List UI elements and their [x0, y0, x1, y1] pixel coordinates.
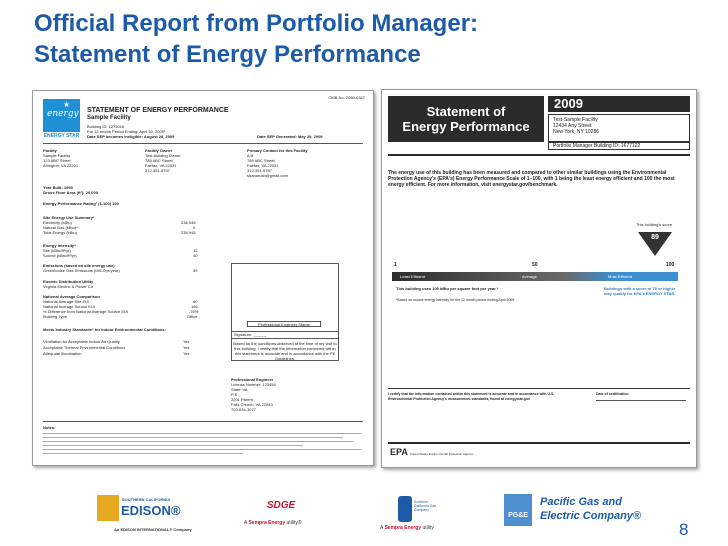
owner-line: 312-351-5787	[145, 168, 170, 173]
comparison-label: % Difference from National Average Source EUI	[43, 309, 129, 314]
star-icon: ★	[63, 100, 71, 109]
sdge-logo-text: SDGE	[266, 500, 296, 511]
pe-line: Falls Church, VA 22043	[231, 402, 273, 407]
score-value: 89	[651, 234, 659, 241]
sce-logo-mark	[97, 495, 119, 521]
qualify-note: Buildings with a score of 75 or higher may qualify for EPA's ENERGY STAR.	[604, 286, 676, 296]
scale-least-label: Least Efficient	[400, 274, 426, 279]
certification-text: I certify that the information contained within this statement is accurate and in accordance with U.S. Environmental Protection Agency's measurement standards, found at energystar.gov	[388, 392, 555, 401]
sce-tagline: An EDISON INTERNATIONAL® Company	[114, 527, 192, 532]
energy-star-script: energy	[47, 109, 79, 119]
usage-footnote: *Based on source energy intensity for the 12 month period ending April 2009	[396, 298, 515, 302]
pge-name-line-2: Electric Company®	[540, 510, 642, 522]
slide-title-line-2: Statement of Energy Performance	[34, 41, 421, 68]
notes-label: Notes:	[43, 425, 56, 430]
site-energy-label: Natural Gas (kBtu)⁴	[43, 225, 78, 230]
site-energy-label: Electricity (kBtu)	[43, 220, 72, 225]
sep-generated-date: Date SEP Generated: May 29, 2009	[257, 134, 323, 139]
owner-line: Fairfax, VA 22031	[145, 163, 177, 168]
address-line: Test-Sample Facility	[553, 117, 598, 123]
ieq-value: Yes	[183, 339, 190, 344]
owner-line: 789 ABC Street	[145, 158, 173, 163]
building-id: Building ID: 1275018	[87, 124, 125, 129]
socalgas-parent: Sempra Energy	[384, 525, 422, 531]
doc-heading: STATEMENT OF ENERGY PERFORMANCE	[87, 107, 229, 114]
scale-tick: 1	[394, 262, 397, 268]
score-label: This building's score	[635, 222, 673, 227]
intensity-title: Energy Intensity⁵	[43, 243, 76, 248]
socalgas-suffix: utility	[422, 525, 434, 531]
owner-line: Test Building Owner	[145, 153, 181, 158]
comparison-label: National Average Site EUI	[43, 299, 90, 304]
notes-line	[43, 441, 353, 442]
statement-header-block	[388, 96, 544, 142]
date-line	[596, 400, 686, 401]
epa-logo-text: EPA	[390, 447, 408, 457]
comparison-value: 166	[191, 304, 198, 309]
intensity-label: Source (kBtu/ft²/yr)	[43, 253, 77, 258]
pe-statement: Based on the conditions observed at the time of my visit to this building, I certify that the information contained within this statement is accurate and in accordance with the PE Guidelines.	[233, 341, 337, 361]
contact-line: 789 ABC Street	[247, 158, 275, 163]
sdge-tagline	[244, 520, 302, 526]
socalgas-logo-mark	[398, 496, 412, 522]
notes-line	[43, 449, 361, 450]
pe-line: 2201 Parent	[231, 397, 253, 402]
comparison-title: National Average Comparison	[43, 294, 100, 299]
notes-line	[43, 453, 243, 454]
facility-line: Arlington, VA 22201	[43, 163, 79, 168]
site-energy-value: 0	[193, 225, 196, 230]
statement-document-left	[32, 90, 374, 466]
energy-rating: Energy Performance Rating² (1-100) 100	[43, 201, 119, 206]
notes-line	[43, 433, 361, 434]
scale-tick: 100	[666, 262, 675, 268]
scale-tick: 50	[532, 262, 538, 268]
facility-line: 123 ABC Street	[43, 158, 71, 163]
comparison-value: -76%	[189, 309, 199, 314]
divider	[388, 442, 690, 444]
contact-email: shanarush@gmail.com	[247, 173, 288, 178]
address-line: 12434 Any Street	[553, 123, 592, 129]
owner-label: Facility Owner	[145, 148, 173, 153]
comparison-label: Building Type	[43, 314, 67, 319]
slide-title	[34, 8, 694, 70]
pe-title: Professional Engineer	[231, 377, 274, 382]
facility-address	[548, 114, 690, 142]
socalgas-tagline	[380, 525, 434, 531]
contact-label: Primary Contact for this Facility	[247, 148, 308, 153]
page-number: 8	[679, 520, 689, 539]
pge-logo-name	[540, 495, 641, 523]
pge-logo-text: PG&E	[508, 512, 528, 519]
socalgas-prefix: A	[380, 525, 384, 531]
portfolio-building-id: Portfolio Manager Building ID: 1677122	[548, 142, 690, 150]
ieq-label: Ventilation for Acceptable Indoor Air Quality	[43, 339, 120, 344]
intensity-label: Site (kBtu/ft²/yr)	[43, 248, 71, 253]
contact-line: A B	[247, 153, 254, 158]
epa-logo	[390, 446, 473, 460]
contact-line: 312-351-5787	[247, 168, 272, 173]
pe-stamp-label: Professional Engineer Stamp	[247, 321, 321, 327]
energy-star-bar: ENERGY STAR	[43, 133, 80, 139]
sdge-suffix: utility®	[286, 520, 302, 526]
utility-title: Electric Distribution Utility	[43, 279, 94, 284]
emissions-value: 39	[193, 268, 198, 273]
doc-subheading: Sample Facility	[87, 115, 131, 121]
pe-line: License Number: 123456	[231, 382, 276, 387]
year-built: Year Built: 1950	[43, 185, 73, 190]
usage-note: This building uses 105 kBtu per square foot per year.*	[396, 286, 499, 291]
facility-line: Sample Facility	[43, 153, 71, 158]
scale-most-label: Most Efficient	[608, 274, 632, 279]
site-energy-label: Total Energy (kBtu)	[43, 230, 78, 235]
intensity-value: 40	[193, 253, 198, 258]
site-energy-value: 238,945	[181, 220, 196, 225]
sdge-prefix: A	[244, 520, 248, 526]
notes-line	[43, 437, 343, 438]
ieq-title: Meets Industry Standards⁶ for Indoor Environmental Conditions:	[43, 327, 166, 332]
divider	[388, 154, 690, 156]
ieq-value: Yes	[183, 351, 190, 356]
comparison-value: 60	[193, 299, 198, 304]
statement-paragraph: The energy use of this building has been measured and compared to other similar buildings using the Environmental Protection Agency's (EPA's) Energy Performance Scale of 1–100, with 1 being the least energy efficient and 100 the most energy efficient. For more information, visit energystar.gov/benchmark.	[388, 170, 675, 188]
scale-average-label: Average	[522, 274, 537, 279]
ieq-label: Adequate Illumination	[43, 351, 82, 356]
statement-year: 2009	[548, 96, 690, 112]
intensity-value: 12	[193, 248, 198, 253]
ieq-value: Yes	[183, 345, 190, 350]
pe-line: State: VA	[231, 387, 248, 392]
notes-line	[43, 445, 303, 446]
sce-small-text: SOUTHERN CALIFORNIA	[122, 497, 171, 502]
pe-line: 703-634-3077	[231, 407, 256, 412]
contact-line: Fairfax, VA 22031	[247, 163, 279, 168]
statement-title-line-2: Energy Performance	[402, 119, 530, 134]
utility-value: Virginia Electric & Power Co	[43, 284, 93, 289]
pge-logo-mark	[504, 494, 532, 526]
ieq-label: Acceptable Thermal Environmental Conditions	[43, 345, 126, 350]
epa-agency-name: United States Environmental Protection Agency	[409, 452, 473, 456]
sdge-parent: Sempra Energy	[248, 520, 286, 526]
sep-ineligible-date: Date SEP becomes ineligible: August 28, 2009	[87, 134, 175, 139]
pe-line: P E	[231, 392, 238, 397]
certification-date-label: Date of certification	[596, 392, 629, 396]
sce-logo-name: EDISON®	[121, 503, 181, 518]
site-energy-title: Site Energy Use Summary³	[43, 215, 95, 220]
slide-title-line-1: Official Report from Portfolio Manager:	[34, 10, 479, 37]
emissions-title: Emissions (based on site energy use)	[43, 263, 115, 268]
gross-floor-area: Gross Floor Area (ft²): 20,000	[43, 190, 98, 195]
performance-scale-bar	[392, 272, 678, 281]
emissions-label: Greenhouse Gas Emissions (MtCO₂e/year)	[43, 268, 120, 273]
period-ending: For 12-month Period Ending: April 30, 2009¹	[87, 129, 166, 134]
comparison-label: National Average Source EUI	[43, 304, 95, 309]
pe-signature: Signature: ______	[231, 331, 339, 339]
divider	[388, 388, 690, 389]
statement-title-line-1: Statement of	[426, 104, 506, 119]
sdge-logo-mark	[263, 497, 299, 517]
omb-number: OMB No. 2060-0347	[328, 95, 365, 100]
address-line: New York, NY 10286	[553, 129, 600, 135]
divider	[43, 143, 363, 144]
divider	[43, 421, 363, 422]
pge-name-line-1: Pacific Gas and	[540, 496, 622, 508]
statement-document-right	[381, 89, 697, 468]
facility-label: Facility	[43, 148, 57, 153]
site-energy-value: 238,945	[181, 230, 196, 235]
socalgas-logo-text: Southern California Gas Company	[414, 500, 437, 512]
comparison-value: Office	[187, 314, 198, 319]
energy-star-logo	[43, 99, 80, 141]
